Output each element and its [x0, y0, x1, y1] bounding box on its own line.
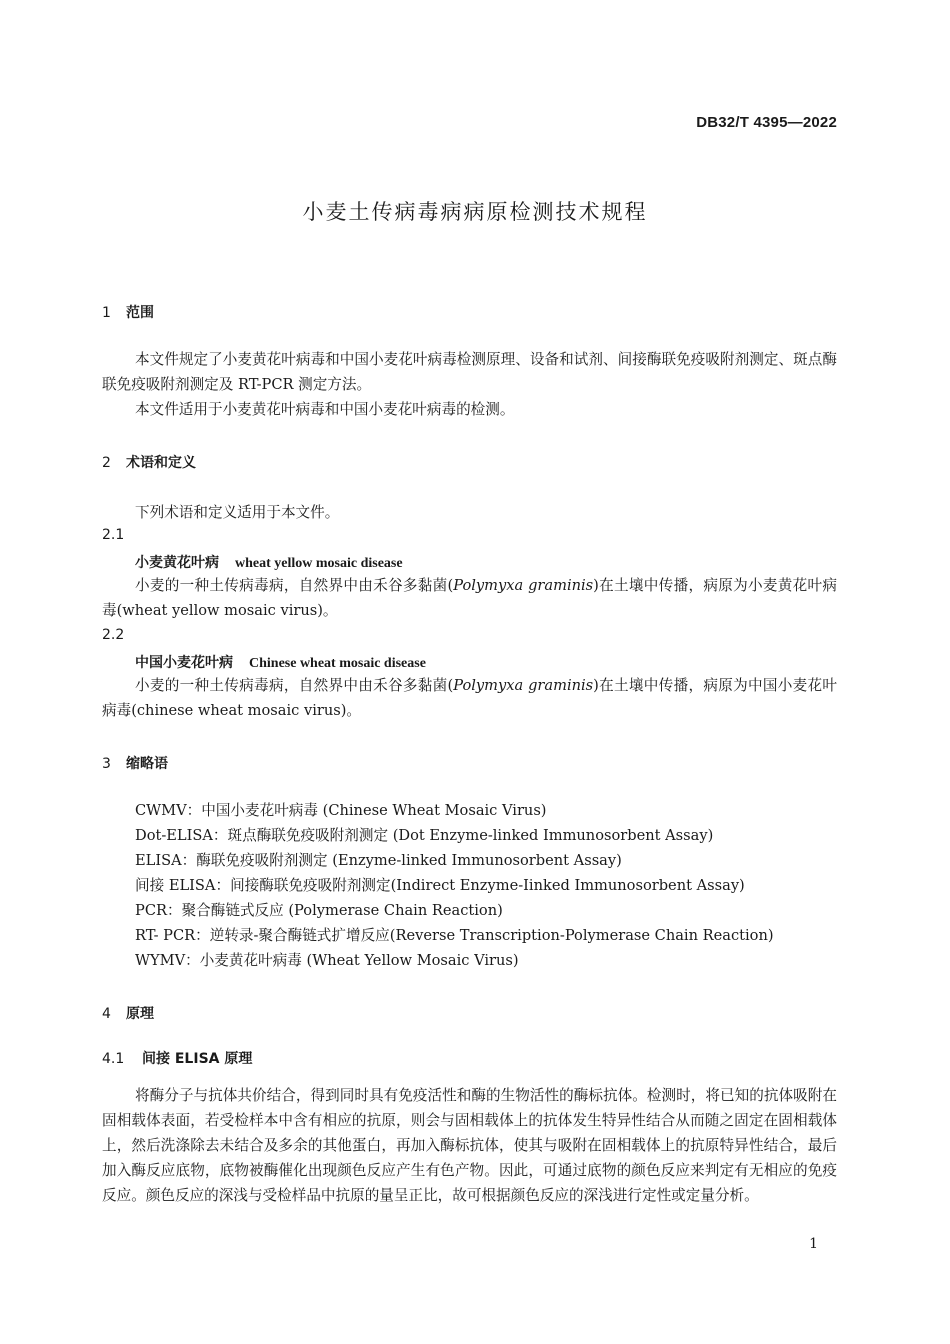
section-number: 2 [102, 455, 111, 471]
abbreviation-item: RT- PCR：逆转录-聚合酶链式扩增反应(Reverse Transcription-Polymerase Chain Reaction) [135, 927, 774, 944]
section-heading-terms [102, 452, 196, 472]
terms-intro: 下列术语和定义适用于本文件。 [135, 504, 340, 521]
term-definition [102, 573, 837, 623]
term-name-en: Chinese wheat mosaic disease [249, 656, 426, 671]
section-heading-abbreviations [102, 753, 168, 773]
subsection-heading-indirect-elisa [102, 1048, 252, 1068]
term-name-zh: 中国小麦花叶病 [135, 655, 233, 671]
term-name [135, 652, 426, 672]
abbreviation-item: Dot-ELISA：斑点酶联免疫吸附剂测定 (Dot Enzyme-linked Immunosorbent Assay) [135, 827, 714, 844]
definition-text: 小麦的一种土传病毒病，自然界中由禾谷多黏菌( [135, 677, 454, 694]
page-number: 1 [809, 1236, 818, 1252]
section-number: 4 [102, 1006, 111, 1022]
scope-paragraph-2: 本文件适用于小麦黄花叶病毒和中国小麦花叶病毒的检测。 [135, 401, 515, 418]
section-number: 3 [102, 756, 111, 772]
abbreviation-item: WYMV：小麦黄花叶病毒 (Wheat Yellow Mosaic Virus) [135, 952, 519, 969]
definition-text: )在土壤中传播，病原为中国小麦花叶病毒(chinese wheat mosaic virus)。 [102, 677, 837, 719]
section-title: 缩略语 [126, 756, 168, 772]
scope-paragraph-1: 本文件规定了小麦黄花叶病毒和中国小麦花叶病毒检测原理、设备和试剂、间接酶联免疫吸附剂测定、斑点酶联免疫吸附剂测定及 RT-PCR 测定方法。 [102, 351, 837, 393]
definition-italic: Polymyxa graminis [453, 677, 594, 694]
standard-code: DB32/T 4395—2022 [696, 114, 837, 131]
abbreviation-item: PCR：聚合酶链式反应 (Polymerase Chain Reaction) [135, 902, 503, 919]
section-number: 1 [102, 305, 111, 321]
subsection-number: 4.1 [102, 1051, 125, 1067]
principle-paragraph: 将酶分子与抗体共价结合，得到同时具有免疫活性和酶的生物活性的酶标抗体。检测时，将已知的抗体吸附在固相载体表面，若受检样本中含有相应的抗原，则会与固相载体上的抗体发生特异性结合从而随之固定在固相载体上，然后洗涤除去未结合及多余的其他蛋白，再加入酶标抗体，使其与吸附在固相载体上的抗原特异性结合，最后加入酶反应底物，底物被酶催化出现颜色反应产生有色产物。因此，可通过底物的颜色反应来判定有无相应的免疫反应。颜色反应的深浅与受检样品中抗原的量呈正比，故可根据颜色反应的深浅进行定性或定量分析。 [102, 1087, 837, 1204]
abbreviation-item: ELISA：酶联免疫吸附剂测定 (Enzyme-linked Immunosorbent Assay) [135, 852, 622, 869]
section-heading-scope [102, 302, 154, 322]
term-name-zh: 小麦黄花叶病 [135, 555, 219, 571]
term-name [135, 552, 403, 572]
term-number: 2.2 [102, 627, 125, 643]
definition-text: )在土壤中传播，病原为小麦黄花叶病毒(wheat yellow mosaic virus)。 [102, 577, 837, 619]
section-title: 范围 [126, 305, 154, 321]
term-definition [102, 673, 837, 723]
document-title: 小麦土传病毒病病原检测技术规程 [302, 200, 648, 224]
abbreviation-list [135, 798, 774, 973]
definition-text: 小麦的一种土传病毒病，自然界中由禾谷多黏菌( [135, 577, 454, 594]
term-name-en: wheat yellow mosaic disease [235, 556, 403, 571]
abbreviation-item: 间接 ELISA：间接酶联免疫吸附剂测定(Indirect Enzyme-Iinked Immunosorbent Assay) [135, 877, 745, 894]
abbreviation-item: CWMV：中国小麦花叶病毒 (Chinese Wheat Mosaic Virus) [135, 802, 547, 819]
definition-italic: Polymyxa graminis [453, 577, 594, 594]
subsection-title: 间接 ELISA 原理 [142, 1051, 253, 1067]
section-heading-principle [102, 1003, 154, 1023]
term-number: 2.1 [102, 527, 125, 543]
section-title: 原理 [126, 1006, 154, 1022]
section-title: 术语和定义 [126, 455, 196, 471]
